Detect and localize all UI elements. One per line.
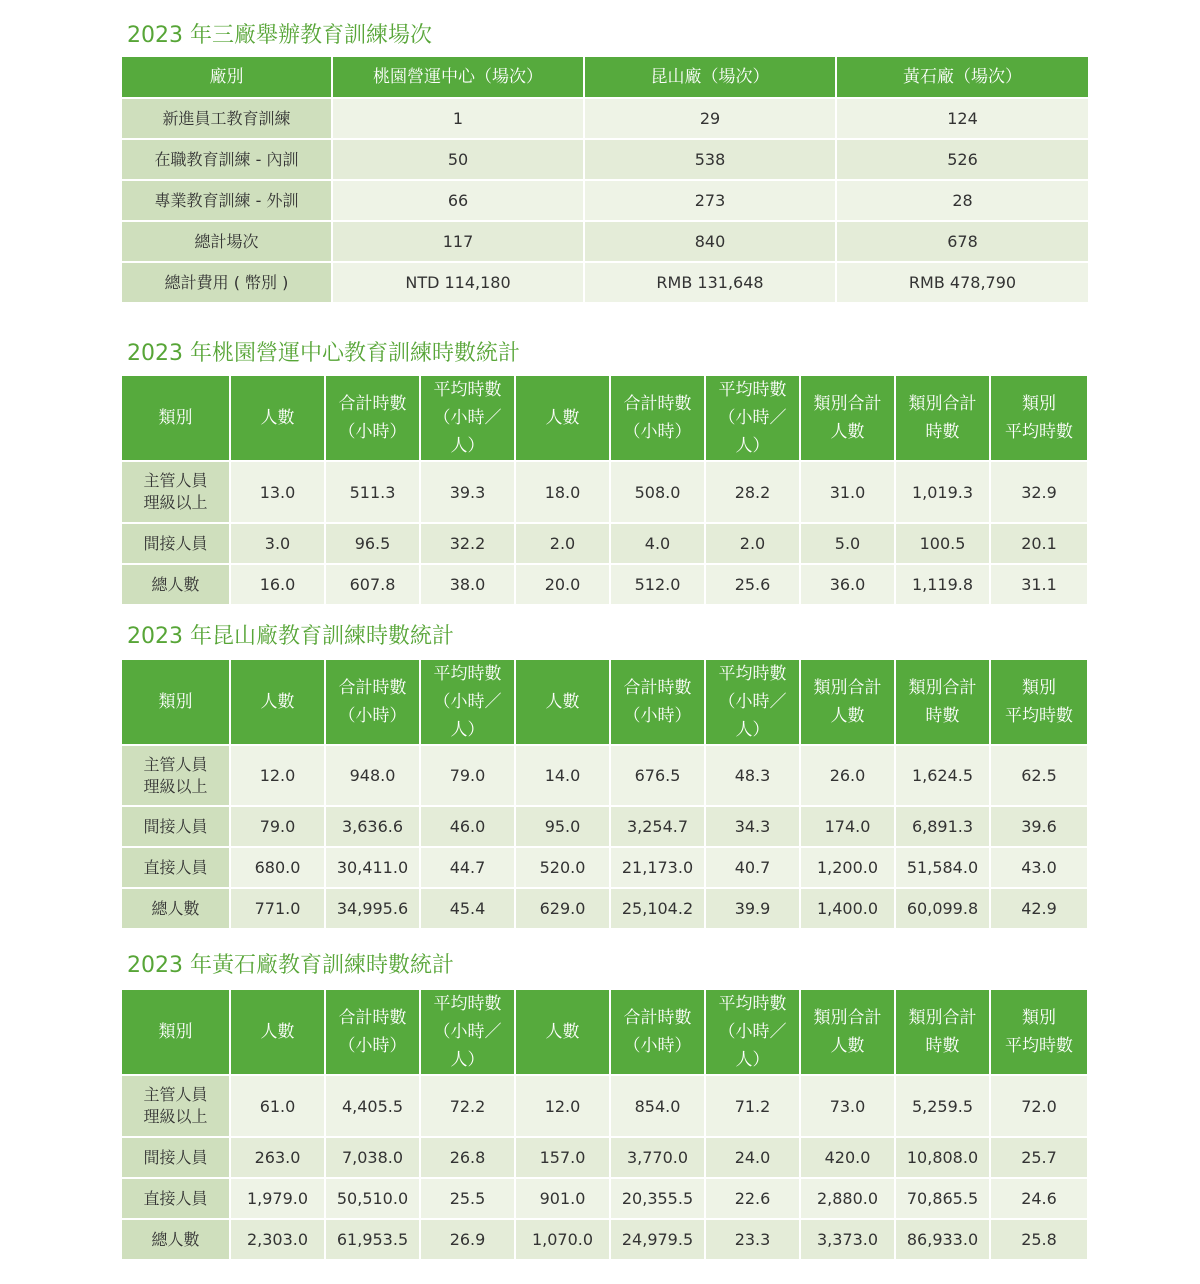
cell: 3,254.7 [611, 807, 706, 848]
header-line: 平均時數 [718, 994, 787, 1014]
cell: 1,979.0 [231, 1179, 326, 1220]
table-row [122, 848, 1089, 889]
row-label: 總人數 [122, 565, 231, 606]
col-header-avg-hours-female [706, 376, 801, 462]
cell: 5,259.5 [896, 1076, 991, 1138]
col-header-headcount-male: 人數 [231, 990, 326, 1076]
col-header-avg-hours-female [706, 660, 801, 746]
cell: 1,400.0 [801, 889, 896, 930]
cell: 31.0 [801, 462, 896, 524]
cell: 32.2 [421, 524, 516, 565]
col-header-total-hours-male [326, 660, 421, 746]
table-row [122, 1220, 1089, 1261]
cell: 22.6 [706, 1179, 801, 1220]
cell: 44.7 [421, 848, 516, 889]
cell: 72.0 [991, 1076, 1089, 1138]
col-header-avg-hours-male [421, 376, 516, 462]
cell: 13.0 [231, 462, 326, 524]
col-header-category: 類別 [122, 660, 231, 746]
col-header-category-headcount [801, 990, 896, 1076]
cell: 2.0 [516, 524, 611, 565]
col-header-avg-hours-female [706, 990, 801, 1076]
cell: 1 [333, 99, 585, 140]
row-label: 間接人員 [122, 524, 231, 565]
row-label: 專業教育訓練 - 外訓 [122, 181, 333, 222]
cell: 512.0 [611, 565, 706, 606]
cell: 4,405.5 [326, 1076, 421, 1138]
cell: 79.0 [421, 746, 516, 807]
header-line: 合計時數 [623, 394, 692, 414]
cell: 50 [333, 140, 585, 181]
cell: 1,019.3 [896, 462, 991, 524]
cell: 16.0 [231, 565, 326, 606]
cell: 2.0 [706, 524, 801, 565]
cell: 32.9 [991, 462, 1089, 524]
col-header-plant: 廠別 [122, 57, 333, 99]
header-line: 合計時數 [338, 1008, 407, 1028]
cell: 20.0 [516, 565, 611, 606]
row-label-line: 主管人員 [143, 471, 208, 490]
header-line: 時數 [925, 706, 960, 726]
cell: 273 [585, 181, 837, 222]
col-header-headcount-female: 人數 [516, 990, 611, 1076]
huangshi-hours-table [122, 990, 1089, 1261]
table-row [122, 1179, 1089, 1220]
row-label: 間接人員 [122, 1138, 231, 1179]
table-row [122, 99, 1090, 140]
cell: 678 [837, 222, 1090, 263]
col-header-huangshi: 黃石廠（場次） [837, 57, 1090, 99]
cell: 7,038.0 [326, 1138, 421, 1179]
header-line: 平均時數 [718, 664, 787, 684]
col-header-kunshan: 昆山廠（場次） [585, 57, 837, 99]
header-unit: （小時） [623, 1036, 692, 1056]
header-unit: （小時／人） [433, 408, 502, 456]
header-unit: （小時） [338, 1036, 407, 1056]
cell: 676.5 [611, 746, 706, 807]
cell: 45.4 [421, 889, 516, 930]
header-line: 類別 [1022, 394, 1056, 414]
cell: 263.0 [231, 1138, 326, 1179]
cell: 34,995.6 [326, 889, 421, 930]
cell: 771.0 [231, 889, 326, 930]
header-line: 類別 [1022, 678, 1056, 698]
col-header-total-hours-female [611, 660, 706, 746]
cell: 520.0 [516, 848, 611, 889]
cell: 79.0 [231, 807, 326, 848]
table-row [122, 565, 1089, 606]
col-header-category: 類別 [122, 376, 231, 462]
header-line: 平均時數 [1005, 422, 1073, 442]
cell: 71.2 [706, 1076, 801, 1138]
cell: 948.0 [326, 746, 421, 807]
row-label-line: 主管人員 [143, 1085, 208, 1104]
cell: 48.3 [706, 746, 801, 807]
header-line: 平均時數 [718, 380, 787, 400]
header-line: 平均時數 [1005, 1036, 1073, 1056]
cell: 4.0 [611, 524, 706, 565]
cell: 30,411.0 [326, 848, 421, 889]
row-label-line: 理級以上 [143, 776, 208, 796]
header-line: 平均時數 [433, 664, 502, 684]
cell: 39.3 [421, 462, 516, 524]
cell: 1,624.5 [896, 746, 991, 807]
header-line: 類別合計 [813, 1008, 882, 1028]
col-header-category: 類別 [122, 990, 231, 1076]
header-line: 類別合計 [813, 678, 882, 698]
col-header-headcount-female: 人數 [516, 376, 611, 462]
cell: 124 [837, 99, 1090, 140]
cell: 39.6 [991, 807, 1089, 848]
cell: 26.8 [421, 1138, 516, 1179]
cell: 117 [333, 222, 585, 263]
table-row [122, 889, 1089, 930]
header-line: 時數 [925, 422, 960, 442]
cell: 3,373.0 [801, 1220, 896, 1261]
header-line: 平均時數 [433, 994, 502, 1014]
col-header-category-hours [896, 990, 991, 1076]
cell: 1,070.0 [516, 1220, 611, 1261]
cell: 28 [837, 181, 1090, 222]
cell: 40.7 [706, 848, 801, 889]
cell: 6,891.3 [896, 807, 991, 848]
cell: 46.0 [421, 807, 516, 848]
header-line: 人數 [830, 706, 865, 726]
cell: 508.0 [611, 462, 706, 524]
cell: 62.5 [991, 746, 1089, 807]
col-header-headcount-male: 人數 [231, 376, 326, 462]
header-line: 類別 [1022, 1008, 1056, 1028]
header-line: 時數 [925, 1036, 960, 1056]
kunshan-hours-table [122, 660, 1089, 930]
cell: 23.3 [706, 1220, 801, 1261]
cell: 70,865.5 [896, 1179, 991, 1220]
cell: 61.0 [231, 1076, 326, 1138]
cell: 1,119.8 [896, 565, 991, 606]
table1-title: 2023 年三廠舉辦教育訓練場次 [127, 23, 432, 48]
cell: 25,104.2 [611, 889, 706, 930]
cell: 18.0 [516, 462, 611, 524]
cell: 26.0 [801, 746, 896, 807]
cell: 3,636.6 [326, 807, 421, 848]
row-label-line: 理級以上 [143, 1107, 208, 1126]
cell: 607.8 [326, 565, 421, 606]
header-line: 類別合計 [908, 678, 977, 698]
cell: 511.3 [326, 462, 421, 524]
row-label: 直接人員 [122, 1179, 231, 1220]
cell: 901.0 [516, 1179, 611, 1220]
cell: RMB 131,648 [585, 263, 837, 304]
cell: 34.3 [706, 807, 801, 848]
cell: 25.8 [991, 1220, 1089, 1261]
cell: 100.5 [896, 524, 991, 565]
cell: 95.0 [516, 807, 611, 848]
cell: RMB 478,790 [837, 263, 1090, 304]
row-label: 新進員工教育訓練 [122, 99, 333, 140]
header-line: 人數 [830, 1036, 865, 1056]
header-unit: （小時） [623, 422, 692, 442]
table-row [122, 263, 1090, 304]
col-header-headcount-male: 人數 [231, 660, 326, 746]
header-row [122, 660, 1089, 746]
cell: 20,355.5 [611, 1179, 706, 1220]
cell: 12.0 [231, 746, 326, 807]
header-line: 合計時數 [623, 678, 692, 698]
header-unit: （小時／人） [718, 408, 787, 456]
row-label: 在職教育訓練 - 內訓 [122, 140, 333, 181]
cell: 174.0 [801, 807, 896, 848]
row-label [122, 1076, 231, 1138]
header-line: 合計時數 [338, 394, 407, 414]
col-header-category-headcount [801, 660, 896, 746]
col-header-total-hours-female [611, 990, 706, 1076]
header-line: 類別合計 [908, 394, 977, 414]
table-row [122, 1076, 1089, 1138]
cell: 28.2 [706, 462, 801, 524]
row-label [122, 746, 231, 807]
row-label [122, 462, 231, 524]
cell: 29 [585, 99, 837, 140]
col-header-category-hours [896, 660, 991, 746]
cell: 12.0 [516, 1076, 611, 1138]
table-row [122, 1138, 1089, 1179]
cell: 24.0 [706, 1138, 801, 1179]
taoyuan-hours-table [122, 376, 1089, 606]
cell: 86,933.0 [896, 1220, 991, 1261]
col-header-category-avg-hours [991, 990, 1089, 1076]
header-row [122, 376, 1089, 462]
cell: 38.0 [421, 565, 516, 606]
row-label: 間接人員 [122, 807, 231, 848]
table3-title: 2023 年昆山廠教育訓練時數統計 [127, 624, 454, 649]
header-unit: （小時／人） [433, 1022, 502, 1070]
cell: 60,099.8 [896, 889, 991, 930]
table4-title: 2023 年黃石廠教育訓練時數統計 [127, 953, 454, 978]
table-row [122, 222, 1090, 263]
header-unit: （小時／人） [718, 692, 787, 740]
header-unit: （小時） [623, 706, 692, 726]
cell: 96.5 [326, 524, 421, 565]
col-header-headcount-female: 人數 [516, 660, 611, 746]
cell: NTD 114,180 [333, 263, 585, 304]
row-label: 總人數 [122, 1220, 231, 1261]
cell: 20.1 [991, 524, 1089, 565]
header-line: 平均時數 [433, 380, 502, 400]
cell: 25.5 [421, 1179, 516, 1220]
cell: 2,880.0 [801, 1179, 896, 1220]
table-row [122, 746, 1089, 807]
row-label: 直接人員 [122, 848, 231, 889]
cell: 25.6 [706, 565, 801, 606]
training-sessions-table [122, 57, 1090, 304]
col-header-category-avg-hours [991, 660, 1089, 746]
header-line: 類別合計 [908, 1008, 977, 1028]
table-row [122, 524, 1089, 565]
col-header-category-hours [896, 376, 991, 462]
cell: 854.0 [611, 1076, 706, 1138]
cell: 42.9 [991, 889, 1089, 930]
header-unit: （小時） [338, 422, 407, 442]
table-row [122, 807, 1089, 848]
col-header-taoyuan: 桃園營運中心（場次） [333, 57, 585, 99]
cell: 26.9 [421, 1220, 516, 1261]
header-line: 合計時數 [623, 1008, 692, 1028]
row-label-line: 理級以上 [143, 493, 208, 512]
col-header-total-hours-male [326, 376, 421, 462]
cell: 680.0 [231, 848, 326, 889]
cell: 526 [837, 140, 1090, 181]
cell: 157.0 [516, 1138, 611, 1179]
cell: 2,303.0 [231, 1220, 326, 1261]
col-header-avg-hours-male [421, 660, 516, 746]
header-unit: （小時） [338, 706, 407, 726]
cell: 51,584.0 [896, 848, 991, 889]
col-header-total-hours-female [611, 376, 706, 462]
cell: 3.0 [231, 524, 326, 565]
cell: 50,510.0 [326, 1179, 421, 1220]
cell: 61,953.5 [326, 1220, 421, 1261]
header-unit: （小時／人） [718, 1022, 787, 1070]
cell: 36.0 [801, 565, 896, 606]
row-label-line: 主管人員 [143, 754, 208, 774]
cell: 840 [585, 222, 837, 263]
cell: 21,173.0 [611, 848, 706, 889]
cell: 538 [585, 140, 837, 181]
row-label: 總人數 [122, 889, 231, 930]
cell: 1,200.0 [801, 848, 896, 889]
header-line: 人數 [830, 422, 865, 442]
cell: 39.9 [706, 889, 801, 930]
cell: 3,770.0 [611, 1138, 706, 1179]
header-unit: （小時／人） [433, 692, 502, 740]
cell: 629.0 [516, 889, 611, 930]
col-header-avg-hours-male [421, 990, 516, 1076]
header-row [122, 990, 1089, 1076]
cell: 10,808.0 [896, 1138, 991, 1179]
table-row [122, 140, 1090, 181]
cell: 24.6 [991, 1179, 1089, 1220]
col-header-category-avg-hours [991, 376, 1089, 462]
table-row [122, 462, 1089, 524]
cell: 24,979.5 [611, 1220, 706, 1261]
cell: 14.0 [516, 746, 611, 807]
col-header-total-hours-male [326, 990, 421, 1076]
cell: 5.0 [801, 524, 896, 565]
table-row [122, 181, 1090, 222]
cell: 31.1 [991, 565, 1089, 606]
cell: 72.2 [421, 1076, 516, 1138]
header-line: 平均時數 [1005, 706, 1073, 726]
cell: 66 [333, 181, 585, 222]
row-label: 總計場次 [122, 222, 333, 263]
row-label: 總計費用 ( 幣別 ) [122, 263, 333, 304]
header-line: 類別合計 [813, 394, 882, 414]
header-line: 合計時數 [338, 678, 407, 698]
cell: 43.0 [991, 848, 1089, 889]
cell: 73.0 [801, 1076, 896, 1138]
cell: 420.0 [801, 1138, 896, 1179]
cell: 25.7 [991, 1138, 1089, 1179]
col-header-category-headcount [801, 376, 896, 462]
table2-title: 2023 年桃園營運中心教育訓練時數統計 [127, 341, 520, 366]
